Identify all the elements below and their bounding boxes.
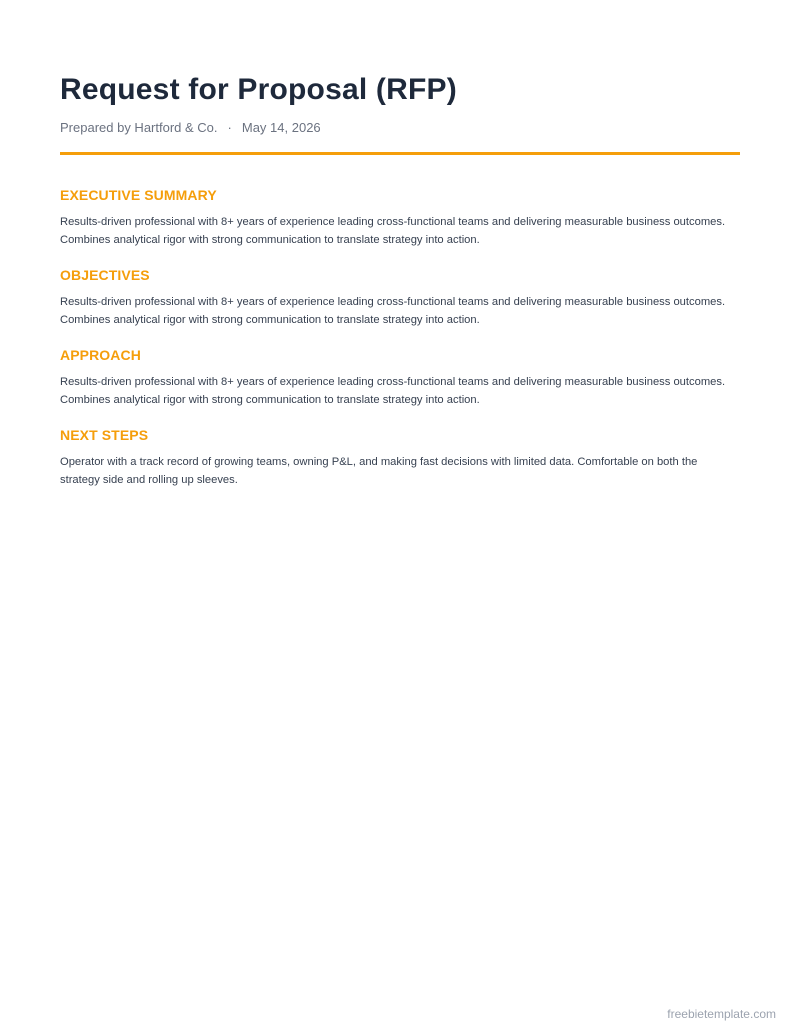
section-body: Results-driven professional with 8+ years of experience leading cross-functional teams and delivering measurable business outcomes. Combines analytical rigor with strong communication to translate strategy into action. <box>60 376 726 406</box>
document-title: Request for Proposal (RFP) <box>60 73 457 106</box>
document-date: May 14, 2026 <box>241 120 321 135</box>
section-body: Results-driven professional with 8+ years of experience leading cross-functional teams and delivering measurable business outcomes. Combines analytical rigor with strong communication to translate strategy into action. <box>60 216 726 246</box>
section-heading: OBJECTIVES <box>60 267 150 283</box>
section-heading: EXECUTIVE SUMMARY <box>60 187 217 203</box>
footer-brand-link[interactable]: freebietemplate.com <box>667 1007 776 1021</box>
title-divider <box>60 152 740 155</box>
section-heading: NEXT STEPS <box>60 427 149 443</box>
section-next-steps <box>60 426 740 489</box>
section-executive-summary <box>60 186 740 249</box>
document-meta <box>60 119 321 137</box>
section-body: Results-driven professional with 8+ years of experience leading cross-functional teams and delivering measurable business outcomes. Combines analytical rigor with strong communication to translate strategy into action. <box>60 296 726 326</box>
section-heading: APPROACH <box>60 347 141 363</box>
section-body: Operator with a track record of growing teams, owning P&L, and making fast decisions with limited data. Comfortable on both the strategy side and rolling up sleeves. <box>60 456 698 486</box>
prepared-by: Prepared by Hartford & Co. <box>60 120 218 135</box>
section-objectives <box>60 266 740 329</box>
meta-separator: · <box>227 120 232 135</box>
section-approach <box>60 346 740 409</box>
